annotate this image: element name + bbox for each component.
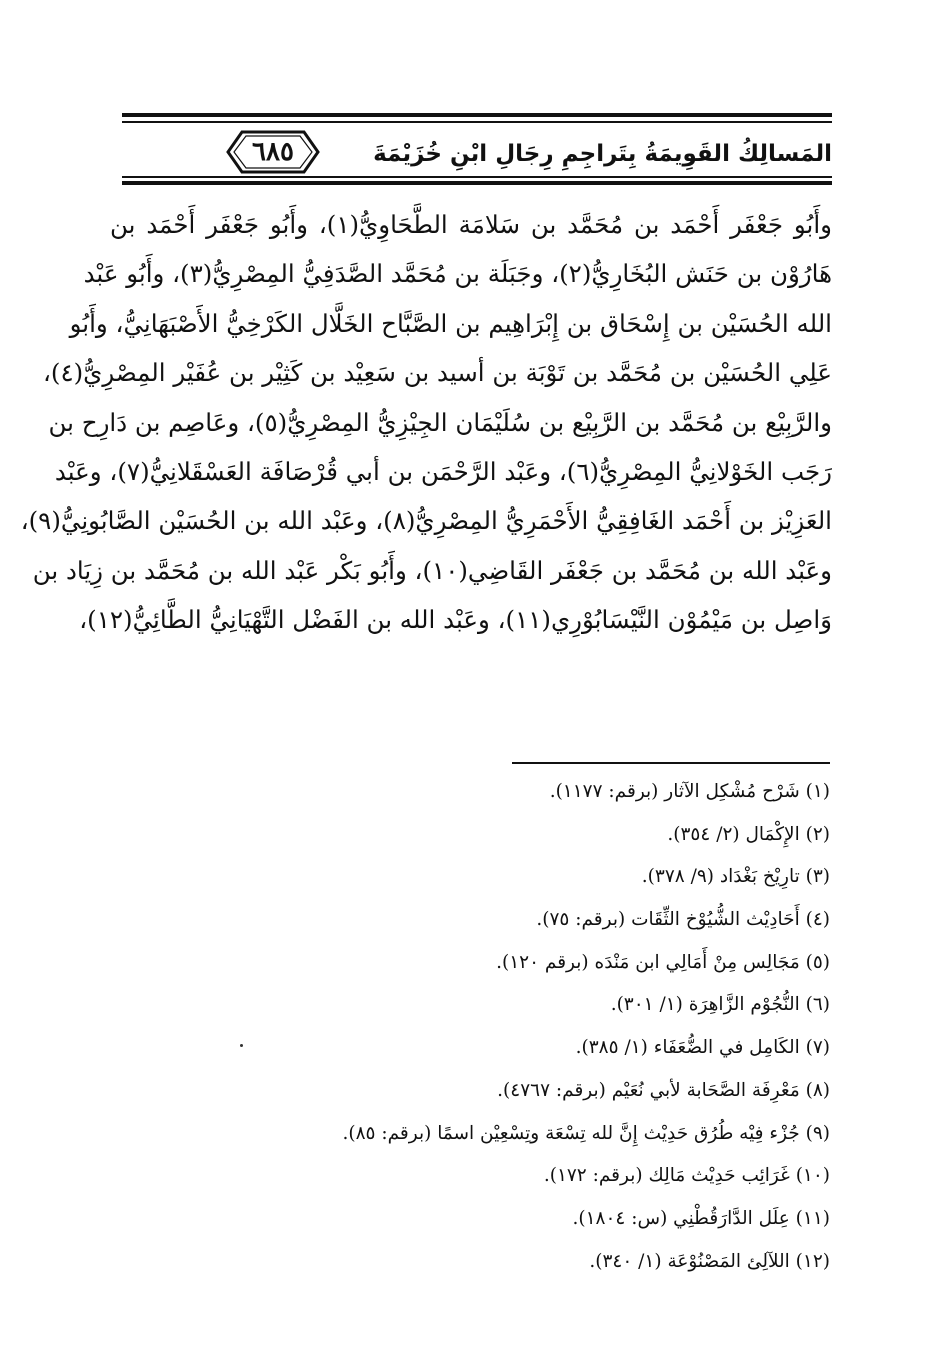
text-line: وأَبُو جَعْفَر أَحْمَد بن مُحَمَّد بن سَلامَة الطَّحَاوِيُّ(١)، وأَبُو جَعْفَر أَحْمَد بن bbox=[110, 210, 832, 239]
text-line: رَجَب الخَوْلانِيُّ المِصْرِيُّ(٦)، وعَبْد الرَّحْمَن بن أبي قُرْصَافَة العَسْقَلانِيُّ(٧)، وعَبْد bbox=[54, 456, 832, 486]
footnote: (٦) النُّجُوْم الزَّاهِرَة (١/ ٣٠١). bbox=[610, 994, 830, 1016]
footnotes bbox=[200, 771, 830, 1283]
footnote: (١) شَرْح مُشْكِل الآثار (برقم: ١١٧٧). bbox=[549, 781, 830, 802]
footnote-separator bbox=[512, 762, 830, 764]
footnote: (٧) الكَامِل في الضُّعَفَاء (١/ ٣٨٥). bbox=[575, 1037, 830, 1059]
footnote: (٣) تارِيْخ بَغْدَاد (٩/ ٣٧٨). bbox=[641, 866, 830, 888]
header-rule-bottom-thick bbox=[122, 181, 832, 185]
footnote: (٤) أَحَادِيْث الشُّيُوْخ الثِّقَات (برقم: ٧٥). bbox=[536, 909, 830, 931]
header-rule-top-thin bbox=[122, 121, 832, 123]
main-text bbox=[20, 200, 832, 645]
text-line: هَارُوْن بن حَنَش البُخَارِيُّ(٢)، وجَبَلَة بن مُحَمَّد الصَّدَفِيُّ المِصْرِيُّ(٣)، وأَبُو عَبْد bbox=[83, 259, 832, 289]
footnote: (٨) مَعْرِفَة الصَّحَابة لأبي نُعَيْم (برقم: ٤٧٦٧). bbox=[497, 1079, 830, 1101]
header-rule-bottom-thin bbox=[122, 176, 832, 178]
text-line: العَزِيْز بن أَحْمَد الغَافِقِيُّ الأَحْمَرِيُّ المِصْرِيُّ(٨)، وعَبْد الله بن الحُسَيْن الصَّابُونِيُّ(٩)، bbox=[20, 506, 832, 536]
page-number: ٦٨٥ bbox=[252, 137, 294, 167]
footnote: (٩) جُزْء فِيْه طُرُق حَدِيْث إِنَّ لله تِسْعَة وتِسْعِيْن اسمًا (برقم: ٨٥). bbox=[342, 1122, 830, 1144]
text-line: وعَبْد الله بن مُحَمَّد بن جَعْفَر القَاضِي(١٠)، وأَبُو بَكْر عَبْد الله بن مُحَمَّد بن زِيَاد بن bbox=[32, 555, 832, 585]
footnote: (١٢) اللآلِئ المَصْنُوْعَة (١/ ٣٤٠). bbox=[589, 1250, 830, 1272]
page-number-badge bbox=[226, 130, 320, 174]
footnote: (١١) عِلَل الدَّارَقُطْنِي (س: ١٨٠٤). bbox=[572, 1207, 830, 1229]
text-line: وَاصِل بن مَيْمُوْن النَّيْسَابُوْرِي(١١)، وعَبْد الله بن الفَضْل التَّهْيَانِيُّ الطَّائِيُّ(١٢)، bbox=[79, 605, 832, 635]
running-title: المَسالِكُ القَوِيمَةُ بِتَراجِمِ رِجَالِ ابْنِ خُزَيْمَةَ bbox=[373, 141, 832, 167]
page-header bbox=[122, 108, 832, 188]
text-line: الله الحُسَيْن بن إِسْحَاق بن إِبْرَاهِيم بن الصَّبَّاح الخَلَّال الكَرْخِيُّ الأَصْبَهَانِيُّ، وأَبُو bbox=[69, 308, 832, 338]
header-rule-top-thick bbox=[122, 113, 832, 117]
stray-ink-dot bbox=[240, 1044, 243, 1047]
footnote: (٢) الإِكْمَال (٢/ ٣٥٤). bbox=[667, 823, 830, 845]
text-line: عَلِي الحُسَيْن بن مُحَمَّد بن تَوْبَة بن أسيد بن سَعِيْد بن كَثِيْر بن عُفَيْر المِصْرِيُّ(٤)، bbox=[42, 358, 832, 388]
footnote: (١٠) غَرَائِب حَدِيْث مَالِك (برقم: ١٧٢). bbox=[543, 1165, 830, 1187]
footnote: (٥) مَجَالِس مِنْ أَمَالِي ابن مَنْدَه (برقم ١٢٠). bbox=[496, 951, 830, 973]
text-line: والرَّبِيْع بن مُحَمَّد بن الرَّبِيْع بن سُلَيْمَان الجِيْزِيُّ المِصْرِيُّ(٥)، وعَاصِم بن دَارِح بن bbox=[48, 407, 832, 437]
